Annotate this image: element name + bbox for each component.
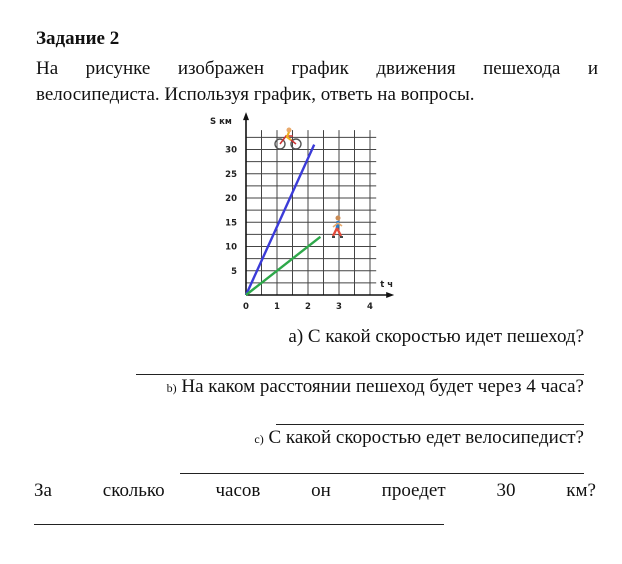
question-d-word: За [34,480,52,501]
x-tick-label: 2 [305,302,311,312]
motion-graph [196,108,410,320]
pedestrian-figure [332,216,343,238]
intro-word: и [587,58,598,79]
series-line [246,145,314,295]
x-axis-arrow [386,292,394,298]
task-intro-line-2: велосипедиста. Используя график, ответь на вопросы. [36,84,475,105]
intro-word: изображен [177,58,264,79]
y-tick-label: 25 [225,169,237,180]
x-tick-label: 4 [367,302,373,312]
task-title: Задание 2 [36,28,120,49]
intro-word: На [36,58,59,79]
intro-word: график [291,58,349,79]
cyclist-figure [275,128,301,150]
series-line [246,237,320,295]
question-d-word: км? [566,480,596,501]
question-b-text: На каком расстоянии пешеход будет через 4 часа? [181,376,584,397]
question-b [167,376,584,398]
intro-word: движения [376,58,456,79]
question-d-word: он [311,480,331,501]
chart-series [246,145,320,295]
question-c-prefix: c) [254,432,264,446]
question-a: а) С какой скоростью идет пешеход? [288,326,584,347]
question-b-prefix: b) [166,381,177,395]
question-d-word: часов [215,480,261,501]
chart-axes [210,112,394,312]
x-tick-label: 1 [274,302,280,312]
question-c-text: С какой скоростью едет велосипедист? [268,427,584,448]
task-intro-line-1 [36,56,598,82]
x-tick-label: 0 [243,302,249,312]
chart-grid [246,130,376,295]
y-axis-label: S км [210,117,232,128]
question-d [34,480,596,502]
answer-line-c[interactable] [180,473,584,474]
answer-line-d[interactable] [34,524,444,525]
question-d-word: проедет [381,480,446,501]
intro-word: рисунке [85,58,151,79]
y-tick-label: 5 [231,266,237,277]
y-tick-label: 10 [225,242,237,253]
intro-word: пешехода [483,58,561,79]
y-axis-arrow [243,112,249,120]
y-tick-label: 15 [225,218,237,229]
x-axis-label: t ч [380,280,394,290]
answer-line-a[interactable] [136,374,584,375]
question-c [254,427,584,449]
x-tick-label: 3 [336,302,342,312]
question-d-word: сколько [102,480,165,501]
answer-line-b[interactable] [276,424,584,425]
y-tick-label: 20 [225,194,237,204]
y-tick-label: 30 [225,145,237,156]
question-d-word: 30 [496,480,516,501]
